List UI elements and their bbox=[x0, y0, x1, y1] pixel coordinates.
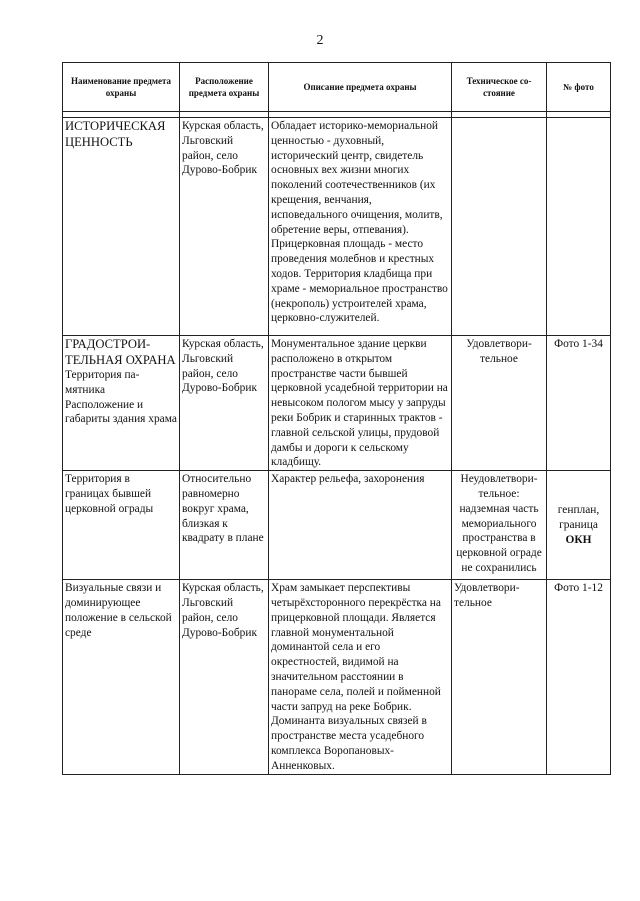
cell-name bbox=[63, 118, 180, 336]
table-row bbox=[63, 471, 611, 580]
header-location: Расположение предмета охраны bbox=[180, 63, 269, 112]
name-lead: ГРАДОСТРОИ-ТЕЛЬНАЯ ОХРАНА bbox=[65, 337, 176, 367]
protection-table bbox=[62, 62, 611, 775]
table-row bbox=[63, 336, 611, 471]
cell-description: Обладает историко-мемориальной ценностью - духовный, исторический центр, свидетель основных вех жизни многих поколений соотечественников (их крещения, венчания, исповедального очищения, молитв, обретение веры, отпевания). Прицерковная площадь - место проведения молебнов и крестных ходов. Территория кладбища при храме - мемориальное пространство (некрополь) устроителей храма, церковно-служителей. bbox=[269, 118, 452, 336]
cell-state bbox=[452, 118, 547, 336]
cell-state: Неудовлетвори-тельное: надземная часть мемориального пространства в церковной ограде не сохранились bbox=[452, 471, 547, 580]
cell-name bbox=[63, 471, 180, 580]
cell-name bbox=[63, 336, 180, 471]
table-row bbox=[63, 580, 611, 774]
page-number: 2 bbox=[316, 33, 324, 48]
cell-description: Храм замыкает перспективы четырёхсторонного перекрёстка на прицерковной площади. Является главной монументальной доминантой села и его окрестностей, видимой на значительном расстоянии в панораме села, полей и пойменной части запруд на реке Бобрик. Доминанта визуальных связей в пространстве места усадебного комплекса Воропановых-Анненковых. bbox=[269, 580, 452, 774]
cell-photo bbox=[547, 118, 611, 336]
cell-name bbox=[63, 580, 180, 774]
photo-label: генплан, граница bbox=[557, 504, 600, 532]
cell-location: Курская область, Льговский район, село Дурово-Бобрик bbox=[180, 336, 269, 471]
cell-location: Относительно равномерно вокруг храма, близкая к квадрату в плане bbox=[180, 471, 269, 580]
cell-description: Монументальное здание церкви расположено в открытом пространстве части бывшей церковной усадебной территории на невысоком пологом мысу у запруды реки Бобрик и старинных трактов - главной сельской улицы, прудовой дамбы и дороги к сельскому кладбищу. bbox=[269, 336, 452, 471]
cell-photo bbox=[547, 471, 611, 580]
photo-okn: ОКН bbox=[565, 534, 592, 547]
header-state: Техническое со-стояние bbox=[452, 63, 547, 112]
name-rest: Территория в границах бывшей церковной ограды bbox=[65, 473, 154, 515]
header-description: Описание предмета охраны bbox=[269, 63, 452, 112]
cell-state: Удовлетвори-тельное bbox=[452, 580, 547, 774]
name-rest: Визуальные связи и доминирующее положение в сельской среде bbox=[65, 582, 172, 639]
table-header-row bbox=[63, 63, 611, 112]
cell-location: Курская область, Льговский район, село Дурово-Бобрик bbox=[180, 118, 269, 336]
name-lead: ИСТОРИЧЕСКАЯ ЦЕННОСТЬ bbox=[65, 119, 166, 149]
name-rest: Территория па-мятника Расположение и габариты здания храма bbox=[65, 369, 177, 426]
cell-location: Курская область, Льговский район, село Дурово-Бобрик bbox=[180, 580, 269, 774]
cell-description: Характер рельефа, захоронения bbox=[269, 471, 452, 580]
cell-state: Удовлетвори-тельное bbox=[452, 336, 547, 471]
cell-photo: Фото 1-12 bbox=[547, 580, 611, 774]
header-photo: № фото bbox=[547, 63, 611, 112]
cell-photo: Фото 1-34 bbox=[547, 336, 611, 471]
table-row bbox=[63, 118, 611, 336]
header-name: Наименование предмета охраны bbox=[63, 63, 180, 112]
